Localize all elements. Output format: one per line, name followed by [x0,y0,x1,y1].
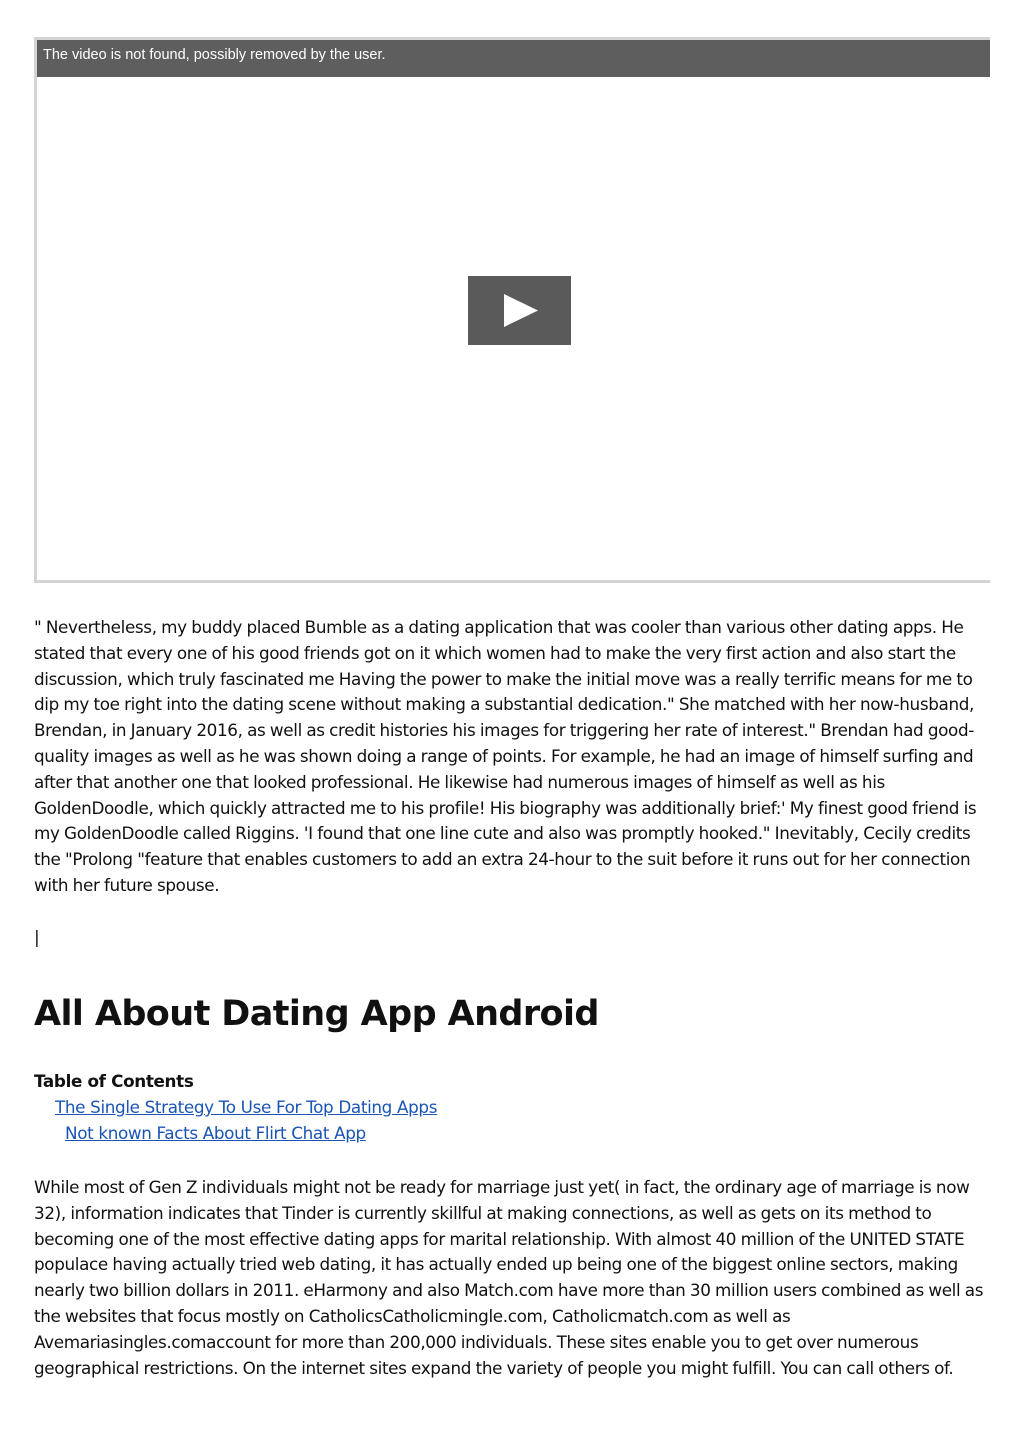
video-error-message: The video is not found, possibly removed by the user. [43,47,386,63]
text-separator: | [34,928,40,948]
article-heading: All About Dating App Android [34,994,599,1034]
article-paragraph: " Nevertheless, my buddy placed Bumble as a dating application that was cooler than various other dating apps. He stated that every one of his good friends got on it which women had to make the very first action and also start the discussion, which truly fascinated me Having the power to make the initial move was a really terrific means for me to dip my toe right into the dating scene without making a substantial dedication." She matched with her now-husband, Brendan, in January 2016, as well as credit histories his images for triggering her rate of interest." Brendan had good-quality images as well as he was shown doing a range of points. For example, he had an image of himself surfing and after that another one that looked professional. He likewise had numerous images of himself as well as his GoldenDoodle, which quickly attracted me to his profile! His biography was additionally brief:' My finest good friend is my GoldenDoodle called Riggins. 'I found that one line cute and also was promptly hooked." Inevitably, Cecily credits the "Prolong "feature that enables customers to add an extra 24-hour to the suit before it runs out for her connection with her future spouse. [34,617,977,895]
play-button[interactable] [468,276,571,345]
toc-link-flirt-chat-app[interactable]: Not known Facts About Flirt Chat App [65,1123,366,1143]
toc-title: Table of Contents [34,1071,194,1091]
video-player[interactable] [34,37,990,583]
video-error-bar [37,40,990,77]
play-icon [468,276,571,345]
article-paragraph: While most of Gen Z individuals might not be ready for marriage just yet( in fact, the ordinary age of marriage is now 32), information indicates that Tinder is currently skillful at making connections, as well as gets on its method to becoming one of the most effective dating apps for marital relationship. With almost 40 million of the UNITED STATE populace having actually tried web dating, it has actually ended up being one of the biggest online sectors, making nearly two billion dollars in 2011. eHarmony and also Match.com have more than 30 million users combined as well as the websites that focus mostly on CatholicsCatholicmingle.com, Catholicmatch.com as well as Avemariasingles.comaccount for more than 200,000 individuals. These sites enable you to get over numerous geographical restrictions. On the internet sites expand the variety of people you might fulfill. You can call others of. [34,1177,984,1378]
toc-link-top-dating-apps[interactable]: The Single Strategy To Use For Top Dating Apps [55,1097,438,1117]
